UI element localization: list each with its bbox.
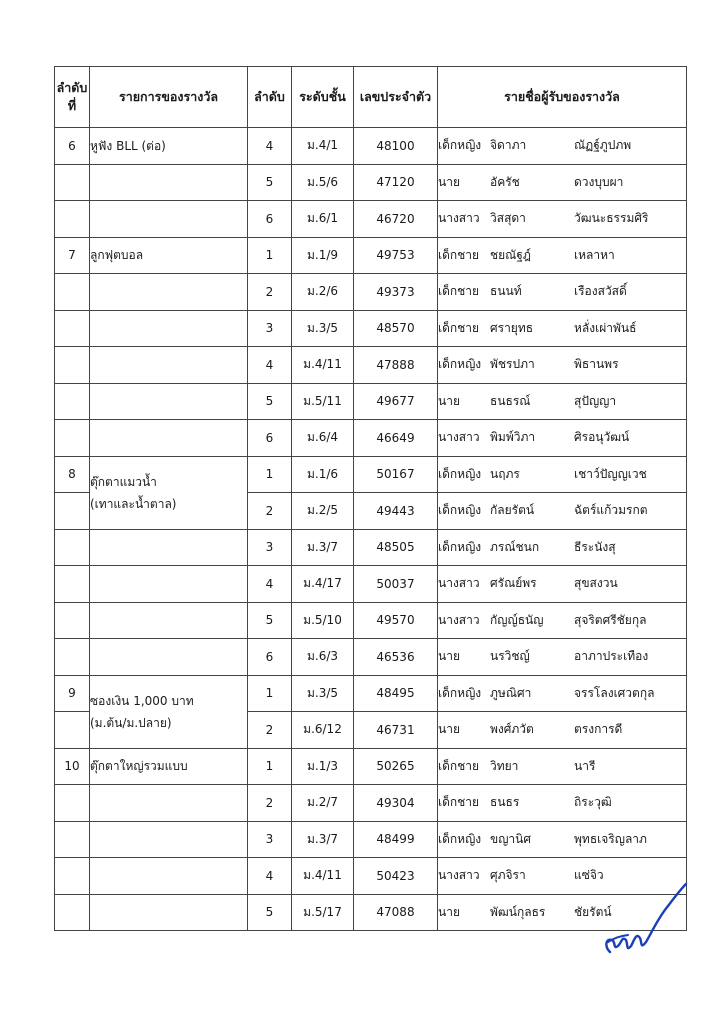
award-item-label: ลูกฟุตบอล: [90, 248, 144, 263]
recipient-order-cell: 6: [248, 420, 292, 457]
table-header-row: [55, 67, 687, 128]
recipient-order-cell: 2: [248, 785, 292, 822]
student-id-cell: 48499: [354, 821, 438, 858]
student-id-cell: 50037: [354, 566, 438, 603]
student-id-cell: 47120: [354, 164, 438, 201]
recipient-order-cell: 3: [248, 529, 292, 566]
award-number-cell: [55, 201, 90, 238]
last-name: สุจริตศรีชัยกุล: [574, 612, 647, 627]
class-level-cell: ม.1/9: [292, 237, 354, 274]
student-id-cell: 46731: [354, 712, 438, 749]
class-level-cell: ม.2/5: [292, 493, 354, 530]
name-title: เด็กหญิง: [438, 539, 482, 554]
recipient-name-cell: [438, 712, 687, 749]
last-name: หลั่งเผ่าพันธ์: [574, 320, 637, 335]
header-item: รายการของรางวัล: [90, 67, 248, 128]
header-level: ระดับชั้น: [292, 67, 354, 128]
recipient-name-cell: [438, 748, 687, 785]
last-name: แซ่จิว: [574, 868, 604, 883]
table-row: [55, 128, 687, 165]
class-level-cell: ม.1/3: [292, 748, 354, 785]
last-name: ฉัตร์แก้วมรกต: [574, 503, 648, 518]
header-recipient: รายชื่อผู้รับของรางวัล: [438, 67, 687, 128]
award-number-cell: [55, 274, 90, 311]
award-item-cell: [90, 602, 248, 639]
student-id-cell: 46536: [354, 639, 438, 676]
last-name: สุขสงวน: [574, 576, 618, 591]
first-name: พิมพ์วิภา: [490, 430, 536, 445]
recipient-order-cell: 2: [248, 712, 292, 749]
recipient-name-cell: [438, 675, 687, 712]
table-row: [55, 420, 687, 457]
award-item-cell: [90, 237, 248, 274]
recipient-name-cell: [438, 456, 687, 493]
table-row: [55, 456, 687, 493]
award-item-cell: [90, 456, 248, 529]
recipient-order-cell: 3: [248, 821, 292, 858]
table-row: [55, 274, 687, 311]
name-title: นาย: [438, 174, 460, 189]
last-name: ณัฏฐ์ภูปภพ: [574, 138, 632, 153]
class-level-cell: ม.3/5: [292, 310, 354, 347]
award-item-sublabel: (เทาและน้ำตาล): [90, 496, 177, 511]
last-name: ตรงการดี: [574, 722, 623, 737]
student-id-cell: 46649: [354, 420, 438, 457]
award-number-cell: 6: [55, 128, 90, 165]
award-number-cell: [55, 310, 90, 347]
class-level-cell: ม.5/11: [292, 383, 354, 420]
name-title: นางสาว: [438, 612, 480, 627]
recipient-order-cell: 6: [248, 639, 292, 676]
first-name: พัฒน์กุลธร: [490, 904, 546, 919]
award-number-cell: [55, 493, 90, 530]
recipient-name-cell: [438, 383, 687, 420]
table-row: [55, 785, 687, 822]
header-order: ลำดับ: [248, 67, 292, 128]
award-item-label: ตุ๊กตาแมวน้ำ: [90, 474, 157, 489]
recipient-order-cell: 6: [248, 201, 292, 238]
name-title: นาย: [438, 649, 460, 664]
table-row: [55, 894, 687, 931]
last-name: อาภาประเทือง: [574, 649, 649, 664]
award-item-cell: [90, 748, 248, 785]
award-item-cell: [90, 675, 248, 748]
name-title: เด็กชาย: [438, 795, 480, 810]
class-level-cell: ม.1/6: [292, 456, 354, 493]
award-number-cell: [55, 347, 90, 384]
name-title: นางสาว: [438, 430, 480, 445]
last-name: ธีระนังสุ: [574, 539, 616, 554]
class-level-cell: ม.6/1: [292, 201, 354, 238]
name-title: นางสาว: [438, 576, 480, 591]
award-number-cell: [55, 566, 90, 603]
student-id-cell: 49753: [354, 237, 438, 274]
student-id-cell: 48570: [354, 310, 438, 347]
name-title: เด็กหญิง: [438, 138, 482, 153]
recipient-name-cell: [438, 310, 687, 347]
award-item-sublabel: (ม.ต้น/ม.ปลาย): [90, 715, 172, 730]
recipient-name-cell: [438, 274, 687, 311]
first-name: พงศ์ภวัต: [490, 722, 534, 737]
last-name: ศิรอนุวัฒน์: [574, 430, 630, 445]
student-id-cell: 48505: [354, 529, 438, 566]
award-item-cell: [90, 639, 248, 676]
award-item-label: ซองเงิน 1,000 บาท: [90, 693, 194, 708]
recipient-order-cell: 5: [248, 383, 292, 420]
award-number-cell: [55, 383, 90, 420]
award-number-cell: [55, 894, 90, 931]
class-level-cell: ม.2/6: [292, 274, 354, 311]
first-name: กัลยรัตน์: [490, 503, 535, 518]
recipient-name-cell: [438, 529, 687, 566]
first-name: กัญญ์ธนัญ: [490, 612, 544, 627]
class-level-cell: ม.3/7: [292, 529, 354, 566]
name-title: เด็กหญิง: [438, 503, 482, 518]
student-id-cell: 49304: [354, 785, 438, 822]
award-item-cell: [90, 347, 248, 384]
award-item-cell: [90, 201, 248, 238]
class-level-cell: ม.4/11: [292, 858, 354, 895]
first-name: อัครัช: [490, 174, 520, 189]
award-number-cell: [55, 785, 90, 822]
recipient-name-cell: [438, 128, 687, 165]
award-item-cell: [90, 566, 248, 603]
recipient-name-cell: [438, 639, 687, 676]
table-row: [55, 821, 687, 858]
class-level-cell: ม.4/17: [292, 566, 354, 603]
class-level-cell: ม.6/12: [292, 712, 354, 749]
recipient-order-cell: 1: [248, 237, 292, 274]
recipient-order-cell: 4: [248, 128, 292, 165]
recipient-name-cell: [438, 566, 687, 603]
class-level-cell: ม.6/3: [292, 639, 354, 676]
table-row: [55, 748, 687, 785]
student-id-cell: 47088: [354, 894, 438, 931]
table-row: [55, 383, 687, 420]
name-title: เด็กชาย: [438, 320, 480, 335]
award-item-cell: [90, 420, 248, 457]
class-level-cell: ม.5/17: [292, 894, 354, 931]
award-number-cell: 9: [55, 675, 90, 712]
recipient-name-cell: [438, 347, 687, 384]
recipient-name-cell: [438, 237, 687, 274]
award-number-cell: [55, 821, 90, 858]
award-item-cell: [90, 383, 248, 420]
class-level-cell: ม.5/6: [292, 164, 354, 201]
student-id-cell: 50423: [354, 858, 438, 895]
name-title: เด็กหญิง: [438, 685, 482, 700]
recipient-name-cell: [438, 785, 687, 822]
table-row: [55, 675, 687, 712]
student-id-cell: 47888: [354, 347, 438, 384]
table-row: [55, 201, 687, 238]
recipient-name-cell: [438, 420, 687, 457]
last-name: วัฒนะธรรมศิริ: [574, 211, 649, 226]
recipient-order-cell: 5: [248, 164, 292, 201]
first-name: จิดาภา: [490, 138, 527, 153]
name-title: เด็กชาย: [438, 247, 480, 262]
first-name: ธนธรณ์: [490, 393, 531, 408]
header-no: ลำดับ ที่: [55, 67, 90, 128]
name-title: เด็กหญิง: [438, 831, 482, 846]
first-name: ขญานิศ: [490, 831, 531, 846]
award-number-cell: [55, 712, 90, 749]
award-recipients-table: [54, 66, 687, 931]
recipient-order-cell: 4: [248, 858, 292, 895]
last-name: นารี: [574, 758, 596, 773]
student-id-cell: 49373: [354, 274, 438, 311]
student-id-cell: 46720: [354, 201, 438, 238]
last-name: เรืองสวัสดิ์: [574, 284, 627, 299]
student-id-cell: 48495: [354, 675, 438, 712]
first-name: ภูษณิศา: [490, 685, 532, 700]
student-id-cell: 48100: [354, 128, 438, 165]
award-item-cell: [90, 858, 248, 895]
award-item-cell: [90, 529, 248, 566]
table-row: [55, 602, 687, 639]
recipient-order-cell: 4: [248, 566, 292, 603]
table-row: [55, 858, 687, 895]
first-name: นฤภร: [490, 466, 520, 481]
table-row: [55, 310, 687, 347]
award-number-cell: 8: [55, 456, 90, 493]
class-level-cell: ม.3/7: [292, 821, 354, 858]
recipient-order-cell: 1: [248, 748, 292, 785]
recipient-name-cell: [438, 602, 687, 639]
name-title: เด็กชาย: [438, 284, 480, 299]
table-row: [55, 164, 687, 201]
first-name: ศรายุทธ: [490, 320, 534, 335]
table-body: [55, 128, 687, 931]
last-name: เหลาหา: [574, 247, 615, 262]
first-name: ศุภจิรา: [490, 868, 526, 883]
name-title: นางสาว: [438, 211, 480, 226]
signature-icon: [598, 872, 690, 964]
first-name: ชยณัฐฎ์: [490, 247, 531, 262]
recipient-order-cell: 2: [248, 274, 292, 311]
first-name: ธนนท์: [490, 284, 522, 299]
last-name: จรรโลงเศวตกุล: [574, 685, 655, 700]
class-level-cell: ม.6/4: [292, 420, 354, 457]
last-name: พุทธเจริญลาภ: [574, 831, 647, 846]
award-item-cell: [90, 821, 248, 858]
name-title: เด็กหญิง: [438, 466, 482, 481]
last-name: เชาว์ปัญญเวช: [574, 466, 647, 481]
first-name: ธนธร: [490, 795, 520, 810]
recipient-order-cell: 5: [248, 894, 292, 931]
student-id-cell: 49570: [354, 602, 438, 639]
class-level-cell: ม.4/11: [292, 347, 354, 384]
recipient-order-cell: 5: [248, 602, 292, 639]
name-title: นางสาว: [438, 868, 480, 883]
last-name: สุปัญญา: [574, 393, 617, 408]
last-name: ถิระวุฒิ: [574, 795, 612, 810]
award-item-cell: [90, 128, 248, 165]
name-title: นาย: [438, 393, 460, 408]
recipient-order-cell: 2: [248, 493, 292, 530]
award-item-cell: [90, 310, 248, 347]
award-number-cell: [55, 639, 90, 676]
award-number-cell: [55, 858, 90, 895]
award-number-cell: [55, 529, 90, 566]
award-item-cell: [90, 785, 248, 822]
award-number-cell: [55, 164, 90, 201]
student-id-cell: 49677: [354, 383, 438, 420]
award-number-cell: [55, 602, 90, 639]
award-item-cell: [90, 894, 248, 931]
award-item-cell: [90, 274, 248, 311]
award-number-cell: 7: [55, 237, 90, 274]
student-id-cell: 49443: [354, 493, 438, 530]
table-row: [55, 529, 687, 566]
first-name: ภรณ์ชนก: [490, 539, 540, 554]
name-title: นาย: [438, 722, 460, 737]
name-title: เด็กชาย: [438, 758, 480, 773]
table-row: [55, 566, 687, 603]
class-level-cell: ม.3/5: [292, 675, 354, 712]
award-item-label: หูฟัง BLL (ต่อ): [90, 138, 166, 153]
award-number-cell: [55, 420, 90, 457]
first-name: พัชรปภา: [490, 357, 535, 372]
recipient-name-cell: [438, 201, 687, 238]
name-title: นาย: [438, 904, 460, 919]
recipient-order-cell: 4: [248, 347, 292, 384]
class-level-cell: ม.5/10: [292, 602, 354, 639]
first-name: วิทยา: [490, 758, 519, 773]
award-item-cell: [90, 164, 248, 201]
recipient-name-cell: [438, 164, 687, 201]
student-id-cell: 50167: [354, 456, 438, 493]
table-row: [55, 347, 687, 384]
first-name: นรวิชญ์: [490, 649, 530, 664]
class-level-cell: ม.2/7: [292, 785, 354, 822]
recipient-order-cell: 1: [248, 675, 292, 712]
recipient-order-cell: 1: [248, 456, 292, 493]
table-row: [55, 639, 687, 676]
recipient-name-cell: [438, 821, 687, 858]
recipient-name-cell: [438, 493, 687, 530]
award-number-cell: 10: [55, 748, 90, 785]
first-name: วิสสุดา: [490, 211, 526, 226]
student-id-cell: 50265: [354, 748, 438, 785]
award-item-label: ตุ๊กตาใหญ่รวมแบบ: [90, 759, 188, 774]
first-name: ศรัณย์พร: [490, 576, 537, 591]
header-student-id: เลขประจำตัว: [354, 67, 438, 128]
last-name: ดวงบุบผา: [574, 174, 624, 189]
class-level-cell: ม.4/1: [292, 128, 354, 165]
table-row: [55, 237, 687, 274]
last-name: ชัยรัตน์: [574, 904, 612, 919]
recipient-order-cell: 3: [248, 310, 292, 347]
last-name: พิธานพร: [574, 357, 619, 372]
name-title: เด็กหญิง: [438, 357, 482, 372]
